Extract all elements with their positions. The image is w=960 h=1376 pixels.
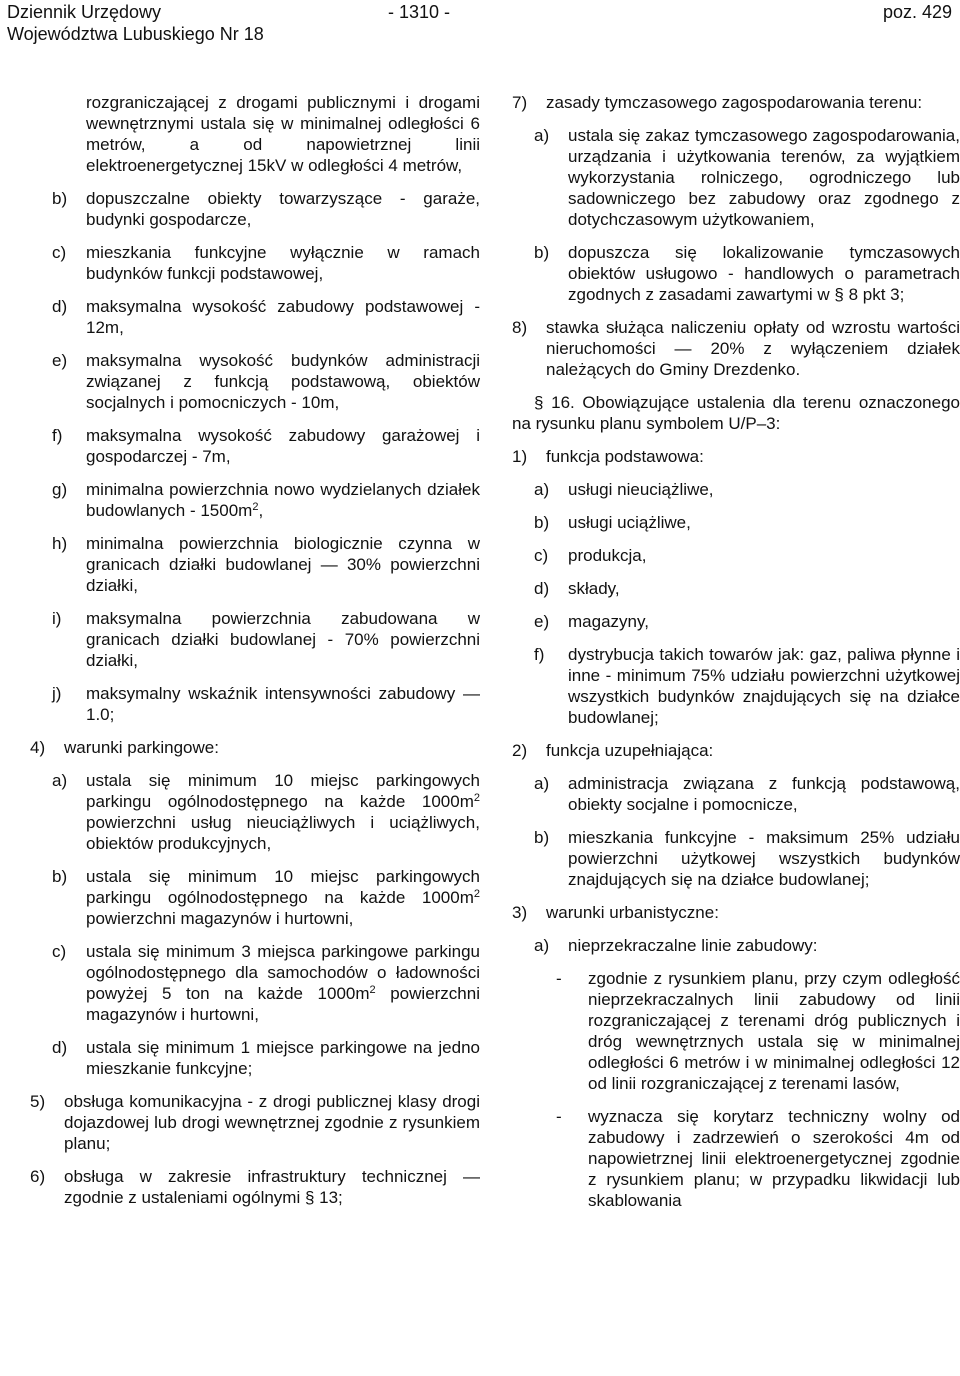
item-text: funkcja uzupełniająca:: [546, 741, 714, 760]
list-item: [512, 446, 960, 467]
item-text-main: mieszkania funkcyjne wyłącznie w ramach budynków funkcji podstawowej,: [86, 243, 480, 283]
list-item: [52, 1037, 480, 1079]
superscript: 2: [473, 888, 480, 900]
item-text: warunki parkingowe:: [64, 738, 219, 757]
journal-subtitle: Województwa Lubuskiego Nr 18: [7, 24, 264, 44]
item-text-main: administracja związana z funkcją podstawową, obiekty socjalne i pomocnicze,: [568, 774, 960, 814]
item-text: zasady tymczasowego zagospodarowania terenu:: [546, 93, 923, 112]
supplementary-function-list: [512, 773, 960, 890]
journal-title: Dziennik Urzędowy: [7, 2, 162, 22]
item-label: -: [556, 969, 562, 988]
item-label: a): [52, 771, 68, 790]
item-text-main: dystrybucja takich towarów jak: gaz, paliwa płynne i inne - minimum 75% udziału powierzchni użytkowej wszystkich budynków znajdujących się na działce budowlanej;: [568, 645, 960, 727]
item-text: [86, 296, 480, 338]
item-text: [568, 125, 960, 230]
item-text-main: ustala się minimum 1 miejsce parkingowe na jedno mieszkanie funkcyjne;: [86, 1038, 480, 1078]
item-label: b): [534, 243, 550, 262]
item-text: obsługa w zakresie infrastruktury technicznej — zgodnie z ustaleniami ogólnymi § 13;: [64, 1167, 480, 1207]
list-item: [52, 941, 480, 1025]
item-text-main: maksymalny wskaźnik intensywności zabudowy — 1.0;: [86, 684, 480, 724]
item-text: [568, 545, 960, 566]
item-label: 8): [512, 318, 528, 337]
item-text-main: ustala się minimum 10 miejsc parkingowych parkingu ogólnodostępnego na każde 1000m: [86, 867, 480, 907]
left-column: [30, 92, 480, 1220]
item-text-main: ustala się minimum 3 miejsca parkingowe parkingu ogólnodostępnego dla samochodów o ładowności powyżej 5 ton na każde 1000m: [86, 942, 480, 1003]
item-text: [568, 827, 960, 890]
item-text-after: ,: [258, 501, 264, 520]
item-text-main: wyznacza się korytarz techniczny wolny od zabudowy i zadrzewień o szerokości 4m od napowietrznej linii elektroenergetycznej zgodnie z rysunkiem planu; w przypadku likwidacji lub skablowania: [588, 1107, 960, 1210]
item-text: [588, 1106, 960, 1211]
item-label: 6): [30, 1167, 46, 1186]
item-label: d): [52, 1038, 68, 1057]
list-item: [30, 1091, 480, 1154]
item-text: [86, 608, 480, 671]
list-item: [534, 512, 960, 533]
list-item: [534, 644, 960, 728]
item-text-after: powierzchni magazynów i hurtowni,: [86, 909, 354, 928]
page-number: - 1310 -: [388, 2, 451, 22]
item-text: [86, 188, 480, 230]
list-item: [534, 827, 960, 890]
item-text-main: zgodnie z rysunkiem planu, przy czym odległość nieprzekraczalnych linii zabudowy od linii rozgraniczającej z terenami dróg publicznych i dróg wewnętrznych ustala się w minimalnej odległości 6 metrów i w minimalnej odległości 12 od linii rozgraniczającej z terenami lasów,: [588, 969, 960, 1093]
item-text: [568, 578, 960, 599]
item-label: h): [52, 534, 68, 553]
paragraph-16: § 16. Obowiązujące ustalenia dla terenu oznaczonego na rysunku planu symbolem U/P–3:: [512, 393, 960, 433]
item-text-main: minimalna powierzchnia biologicznie czynna w granicach działki budowlanej — 30% powierzchni działki,: [86, 534, 480, 595]
list-item: [534, 935, 960, 956]
list-item: [512, 902, 960, 923]
item-label: d): [534, 579, 550, 598]
item-text: [568, 644, 960, 728]
list-item: [512, 92, 960, 113]
position-number: poz. 429: [882, 2, 952, 22]
list-item: [30, 1166, 480, 1208]
item-label: b): [52, 189, 68, 208]
item-text-main: usługi uciążliwe,: [568, 513, 691, 532]
item-text-after: powierzchni magazynów i hurtowni,: [86, 984, 480, 1024]
item-label: 4): [30, 738, 46, 757]
item-text: obsługa komunikacyjna - z drogi publicznej klasy drogi dojazdowej lub drogi wewnętrznej zgodnie z rysunkiem planu;: [64, 1092, 480, 1153]
item-label: b): [52, 867, 68, 886]
item-text-main: maksymalna wysokość zabudowy garażowej i gospodarczej - 7m,: [86, 426, 480, 466]
item-label: e): [52, 351, 68, 370]
list-item: [534, 773, 960, 815]
superscript: 2: [252, 501, 259, 513]
item-text-main: maksymalna wysokość budynków administracji związanej z funkcją podstawową, obiektów socjalnych i pomocniczych - 10m,: [86, 351, 480, 412]
list-item: [52, 188, 480, 230]
item-text: [568, 242, 960, 305]
list-item: [52, 242, 480, 284]
list-item: [534, 611, 960, 632]
item-label: b): [534, 828, 550, 847]
building-rules-list: [30, 188, 480, 725]
item-label: c): [534, 546, 549, 565]
item-text-main: produkcja,: [568, 546, 647, 565]
item-text-main: składy,: [568, 579, 620, 598]
item-text: [588, 968, 960, 1094]
list-item: [534, 578, 960, 599]
item-label: a): [534, 126, 550, 145]
list-item: [52, 296, 480, 338]
item-text-main: usługi nieuciążliwe,: [568, 480, 714, 499]
item-text: [86, 683, 480, 725]
item-label: -: [556, 1107, 562, 1126]
list-item: [534, 125, 960, 230]
item-text-main: minimalna powierzchnia nowo wydzielanych działek budowlanych - 1500m: [86, 480, 480, 520]
item-text: funkcja podstawowa:: [546, 447, 704, 466]
item-text-main: mieszkania funkcyjne - maksimum 25% udziału powierzchni użytkowej wszystkich budynków znajdujących się na działce budowlanej;: [568, 828, 960, 889]
list-item: [556, 1106, 960, 1211]
list-item: [52, 425, 480, 467]
item-label: b): [534, 513, 550, 532]
list-item: [534, 479, 960, 500]
item-text: [86, 1037, 480, 1079]
item-text: [86, 866, 480, 929]
list-item: [512, 317, 960, 380]
list-item: [556, 968, 960, 1094]
list-item: [30, 737, 480, 758]
list-item: [52, 533, 480, 596]
item-text: [86, 425, 480, 467]
item-label: g): [52, 480, 68, 499]
item-label: f): [52, 426, 63, 445]
item-label: a): [534, 774, 550, 793]
item-text: [568, 773, 960, 815]
parking-rules-list: [30, 770, 480, 1079]
item-text-main: magazyny,: [568, 612, 649, 631]
item-label: c): [52, 243, 67, 262]
continued-text: rozgraniczającej z drogami publicznymi i drogami wewnętrznymi ustala się w minimalnej odległości 6 metrów, a od napowietrznej linii elektroenergetycznej 15kV w odległości 4 metrów,: [86, 93, 480, 175]
item-text: [568, 479, 960, 500]
list-item: [52, 683, 480, 725]
item-label: 7): [512, 93, 528, 112]
item-label: f): [534, 645, 545, 664]
list-item: [52, 608, 480, 671]
item-text: [86, 350, 480, 413]
item-label: 1): [512, 447, 528, 466]
item-label: e): [534, 612, 550, 631]
item-text-main: dopuszcza się lokalizowanie tymczasowych obiektów usługowo - handlowych o parametrach zgodnych z zasadami zawartymi w § 8 pkt 3;: [568, 243, 960, 304]
item-label: a): [534, 480, 550, 499]
item-label: 5): [30, 1092, 46, 1111]
item-label: 3): [512, 903, 528, 922]
item-label: d): [52, 297, 68, 316]
item-text-main: maksymalna powierzchnia zabudowana w granicach działki budowlanej - 70% powierzchni działki,: [86, 609, 480, 670]
item-label: 2): [512, 741, 528, 760]
item-text: [86, 533, 480, 596]
list-item: [52, 350, 480, 413]
item-text: [568, 611, 960, 632]
list-item: [52, 770, 480, 854]
list-item: [534, 242, 960, 305]
item-text: warunki urbanistyczne:: [546, 903, 719, 922]
right-column: [512, 92, 960, 1223]
item-label: c): [52, 942, 67, 961]
item-text: [86, 242, 480, 284]
item-text: nieprzekraczalne linie zabudowy:: [568, 936, 818, 955]
item-text: [568, 512, 960, 533]
superscript: 2: [369, 984, 376, 996]
dash-list: [512, 968, 960, 1211]
item-label: a): [534, 936, 550, 955]
list-item: [512, 740, 960, 761]
list-item: [52, 479, 480, 521]
item-text: [86, 770, 480, 854]
item-text: [86, 479, 480, 521]
primary-function-list: [512, 479, 960, 728]
superscript: 2: [473, 792, 480, 804]
item-text-main: ustala się minimum 10 miejsc parkingowych parkingu ogólnodostępnego na każde 1000m: [86, 771, 480, 811]
item-label: j): [52, 684, 62, 703]
list-item: [534, 545, 960, 566]
page-header: [0, 0, 960, 48]
item-text-main: ustala się zakaz tymczasowego zagospodarowania, urządzania i użytkowania terenów, za wyjątkiem wykorzystania rolniczego, ogrodniczego lub sadowniczego bez zabudowy oraz zgodnego z dotychczasowym użytkowaniem,: [568, 126, 960, 229]
temporary-use-list: [512, 125, 960, 305]
item-text: [86, 941, 480, 1025]
list-item: [52, 866, 480, 929]
item-text-main: maksymalna wysokość zabudowy podstawowej - 12m,: [86, 297, 480, 337]
item-text: stawka służąca naliczeniu opłaty od wzrostu wartości nieruchomości — 20% z wyłączeniem działek należących do Gminy Drezdenko.: [546, 318, 960, 379]
item-text-after: powierzchni usług nieuciążliwych i uciążliwych, obiektów produkcyjnych,: [86, 813, 480, 853]
item-label: i): [52, 609, 62, 628]
item-text-main: dopuszczalne obiekty towarzyszące - garaże, budynki gospodarcze,: [86, 189, 480, 229]
